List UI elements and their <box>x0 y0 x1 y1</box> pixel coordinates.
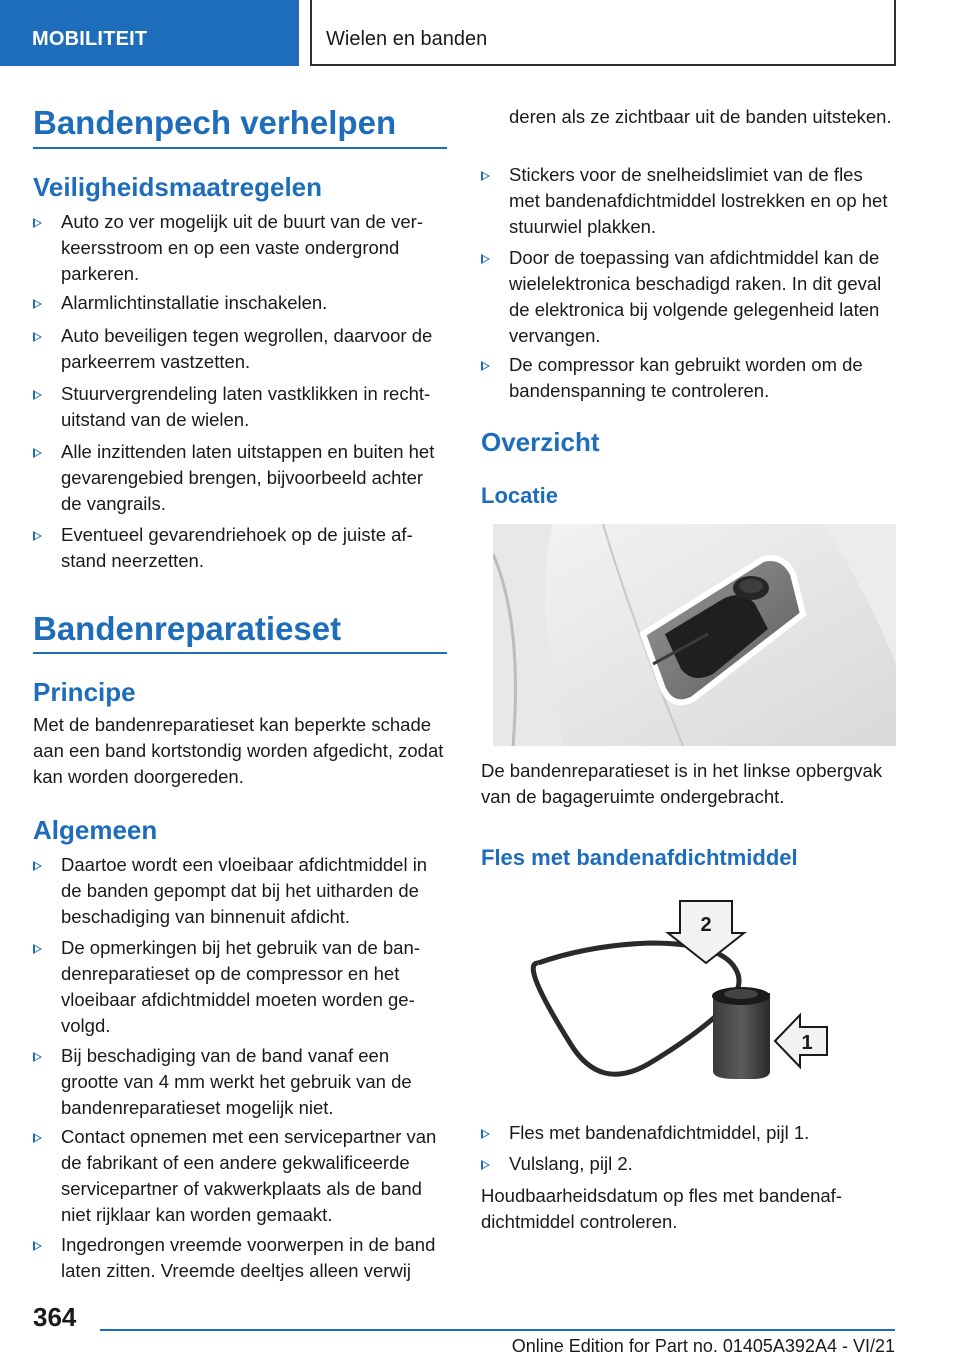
arrow-1-icon <box>775 1015 827 1067</box>
heading-overview: Overzicht <box>481 427 600 457</box>
section-title: MOBILITEIT <box>32 28 148 50</box>
list-item: De compressor kan gebruikt worden om de bandenspanning te controleren. <box>481 352 896 404</box>
list-item: Vulslang, pijl 2. <box>481 1151 896 1177</box>
triangle-bullet-icon <box>481 171 490 181</box>
triangle-bullet-icon <box>33 531 42 541</box>
arrow-1-label: 1 <box>801 1032 813 1054</box>
arrow-2-label: 2 <box>700 914 712 936</box>
triangle-bullet-icon <box>33 299 42 309</box>
triangle-bullet-icon <box>481 361 490 371</box>
list-item: Auto beveiligen tegen wegrollen, daarvoor de parkeerrem vastzetten. <box>33 323 447 375</box>
sealant-bottle-diagram <box>530 893 832 1085</box>
list-item: De opmerkingen bij het gebruik van de bandenreparatieset op de compressor en het vloeibaar afdichtmiddel moeten worden gevolgd. <box>33 935 447 1039</box>
footer-rule <box>100 1329 895 1331</box>
list-item: Stuurvergrendeling laten vastklikken in rechtuitstand van de wielen. <box>33 381 447 433</box>
list-item: Bij beschadiging van de band vanaf een grootte van 4 mm werkt het gebruik van de bandenreparatieset mogelijk niet. <box>33 1043 447 1121</box>
heading-rule <box>33 652 447 654</box>
heading-rule <box>33 147 447 149</box>
storage-compartment-photo <box>493 524 896 746</box>
location-caption: De bandenreparatieset is in het linkse opbergvak van de bagageruimte ondergebracht. <box>481 760 883 807</box>
triangle-bullet-icon <box>33 861 42 871</box>
expiry-note: Houdbaarheidsdatum op fles met bandenafdichtmiddel controleren. <box>481 1185 842 1232</box>
arrow-2-icon <box>668 901 744 963</box>
list-item: Auto zo ver mogelijk uit de buurt van de verkeersstroom en op een vaste ondergrond parkeren. <box>33 209 447 287</box>
heading-principle: Principe <box>33 677 136 707</box>
list-item: Contact opnemen met een servicepartner van de fabrikant of een andere gekwalificeerde servicepartner of vakwerkplaats als de band niet rijklaar kan worden gemaakt. <box>33 1124 447 1228</box>
principle-text: Met de bandenreparatieset kan beperkte schade aan een band kortstondig worden afgedicht, zodat kan worden doorgereden. <box>33 714 444 787</box>
list-item: Eventueel gevarendriehoek op de juiste afstand neerzetten. <box>33 522 447 574</box>
chapter-title: Wielen en banden <box>326 28 488 50</box>
heading-bandenpech: Bandenpech verhelpen <box>33 104 397 141</box>
footer-edition: Online Edition for Part no. 01405A392A4 - VI/21 <box>511 1336 895 1356</box>
heading-repair-kit: Bandenreparatieset <box>33 610 342 647</box>
storage-compartment-image <box>493 524 896 746</box>
heading-location: Locatie <box>481 483 559 508</box>
triangle-bullet-icon <box>33 1241 42 1251</box>
heading-sealant-bottle: Fles met bandenafdichtmiddel <box>481 845 798 870</box>
triangle-bullet-icon <box>33 218 42 228</box>
heading-safety: Veiligheidsmaatregelen <box>33 172 323 202</box>
triangle-bullet-icon <box>33 390 42 400</box>
list-item: Stickers voor de snelheidslimiet van de fles met bandenafdichtmiddel lostrekken en op het stuurwiel plakken. <box>481 162 896 240</box>
triangle-bullet-icon <box>481 254 490 264</box>
list-item: Ingedrongen vreemde voorwerpen in de band laten zitten. Vreemde deeltjes alleen verwij <box>33 1232 447 1284</box>
list-item: Fles met bandenafdichtmiddel, pijl 1. <box>481 1120 896 1146</box>
triangle-bullet-icon <box>33 944 42 954</box>
triangle-bullet-icon <box>33 448 42 458</box>
list-item: Door de toepassing van afdichtmiddel kan de wielelektronica beschadigd raken. In dit geval de elektronica bij volgende gelegenheid laten vervangen. <box>481 245 896 349</box>
triangle-bullet-icon <box>33 332 42 342</box>
page-number: 364 <box>33 1302 77 1332</box>
chapter-header <box>310 0 896 66</box>
section-tab <box>0 0 299 66</box>
list-item-continued: deren als ze zichtbaar uit de banden uitsteken. <box>509 106 892 127</box>
triangle-bullet-icon <box>481 1160 490 1170</box>
heading-general: Algemeen <box>33 815 158 845</box>
list-item: Alarmlichtinstallatie inschakelen. <box>33 290 447 316</box>
triangle-bullet-icon <box>481 1129 490 1139</box>
list-item: Daartoe wordt een vloeibaar afdichtmiddel in de banden gepompt dat bij het uitharden de beschadiging van binnenuit afdicht. <box>33 852 447 930</box>
triangle-bullet-icon <box>33 1133 42 1143</box>
triangle-bullet-icon <box>33 1052 42 1062</box>
list-item: Alle inzittenden laten uitstappen en buiten het gevarengebied brengen, bijvoorbeeld achter de vangrails. <box>33 439 447 517</box>
